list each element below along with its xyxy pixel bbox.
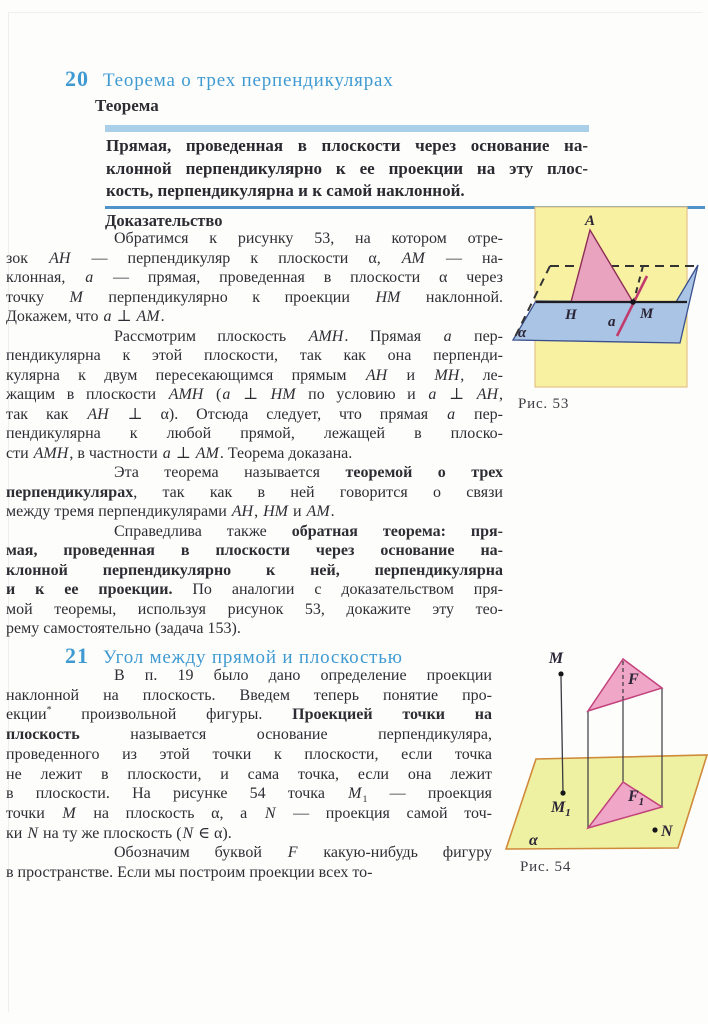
figure-53-caption: Рис. 53 <box>518 396 570 412</box>
theorem-statement <box>106 135 588 203</box>
text-line: Справедлива также обратная теорема: пря- <box>114 522 503 540</box>
text-line: клонной перпендикулярно к ее проекции на эту плос- <box>106 158 588 178</box>
text-line: клонная, a — прямая, проведенная в плоскости α через <box>6 269 503 286</box>
text-line: Обозначим буквой F какую-нибудь фигуру <box>114 844 492 862</box>
text-line: рему самостоятельно (задача 153). <box>6 620 241 637</box>
figure-53-drawing <box>508 204 708 396</box>
text-line: в плоскости. На рисунке 54 точка $M_1$ — проекция <box>6 785 492 806</box>
text-line: проведенного из этой точки к плоскости, если точка <box>6 745 492 763</box>
page-scan-edge-top <box>8 12 702 13</box>
fig53-label-m: M <box>640 306 654 322</box>
theorem-rule-top <box>105 125 589 132</box>
fig54-label-alpha: α <box>529 832 538 849</box>
text-line: наклонной на плоскость. Введем теперь понятие про- <box>6 686 492 704</box>
text-line: В п. 19 было дано определение проекции <box>114 667 492 684</box>
section-21-title: Угол между прямой и плоскостью <box>103 647 403 668</box>
text-line: клонной перпендикулярно к ней, перпендикулярна <box>6 561 503 579</box>
text-line: зок AH — перпендикуляр к плоскости α, AM — на- <box>6 249 503 267</box>
text-line: екции* произвольной фигуры. Проекцией точки на <box>6 705 493 724</box>
fig53-label-h: H <box>565 307 577 323</box>
figure-54-drawing <box>500 645 708 857</box>
text-line: точку M перпендикулярно к проекции HM наклонной. <box>6 288 504 306</box>
section-20-heading <box>65 66 394 92</box>
text-line: ки N на ту же плоскость (N ∈ α). <box>6 824 232 842</box>
text-line: Обратимся к рисунку 53, на котором отре- <box>114 230 503 247</box>
text-line: Рассмотрим плоскость AMH. Прямая a пер- <box>114 327 504 345</box>
figure-54 <box>500 645 708 857</box>
text-line: точки M на плоскость α, а N — проекция самой точ- <box>6 804 492 822</box>
text-line: кулярна к двум пересекающимся прямым AH и MH, ле- <box>6 366 503 384</box>
theorem-label: Теорема <box>95 96 159 115</box>
text-line: и к ее проекции. По аналогии с доказательством пря- <box>6 581 504 598</box>
fig54-label-m: M <box>548 650 564 667</box>
fig54-point-n-dot <box>652 827 657 832</box>
fig54-label-f1: $F_1$ <box>628 788 645 808</box>
text-line: сти AMH, в частности a ⊥ AM. Теорема доказана. <box>6 444 353 462</box>
text-line: пендикулярна к любой прямой, лежащей в плоско- <box>6 425 503 442</box>
section-20-body <box>6 229 503 639</box>
fig54-point-m-dot <box>558 671 563 676</box>
proof-heading: Доказательство <box>105 211 223 230</box>
fig53-label-a-point: A <box>584 213 596 229</box>
text-line: Докажем, что a ⊥ AM. <box>6 308 165 325</box>
fig53-label-alpha: α <box>518 325 527 341</box>
text-line: Прямая, проведенная в плоскости через основание на- <box>106 136 588 155</box>
section-20-title: Теорема о трех перпендикулярах <box>103 70 394 91</box>
fig53-point-m-dot <box>630 299 636 305</box>
text-line: кость, перпендикулярна и к самой наклонной. <box>106 181 465 200</box>
fig54-point-m1-dot <box>560 790 565 795</box>
fig54-label-n: N <box>661 823 673 840</box>
fig54-label-f: F <box>628 671 639 688</box>
text-line: между тремя перпендикулярами AH, HM и AM. <box>6 503 335 520</box>
text-line: мой теоремы, используя рисунок 53, докажите эту тео- <box>6 600 503 618</box>
text-line: плоскость называется основание перпендикуляра, <box>6 726 492 744</box>
text-line: в пространстве. Если мы построим проекции всех то- <box>6 864 373 882</box>
text-line: перпендикулярах, так как в ней говорится о связи <box>6 483 503 501</box>
fig54-label-m1: $M_1$ <box>551 799 571 819</box>
section-20-number: 20 <box>65 66 89 91</box>
text-line: мая, проведенная в плоскости через основание на- <box>6 542 503 559</box>
text-line: так как AH ⊥ α). Отсюда следует, что прямая a пер- <box>6 405 504 423</box>
fig53-label-line-a: a <box>608 314 616 330</box>
text-line: пендикулярна к этой плоскости, так как она перпенди- <box>6 347 503 364</box>
text-line: жащим в плоскости AMH (a ⊥ HM по условию и a ⊥ AH, <box>6 386 504 403</box>
text-line: Эта теорема называется теоремой о трех <box>114 464 504 481</box>
figure-54-caption: Рис. 54 <box>520 859 572 875</box>
section-21-body <box>6 666 492 883</box>
fig54-figure-f <box>588 659 662 711</box>
section-21-number: 21 <box>65 643 89 668</box>
figure-53 <box>508 204 708 396</box>
text-line: не лежит в плоскости, и сама точка, если она лежит <box>6 765 492 783</box>
